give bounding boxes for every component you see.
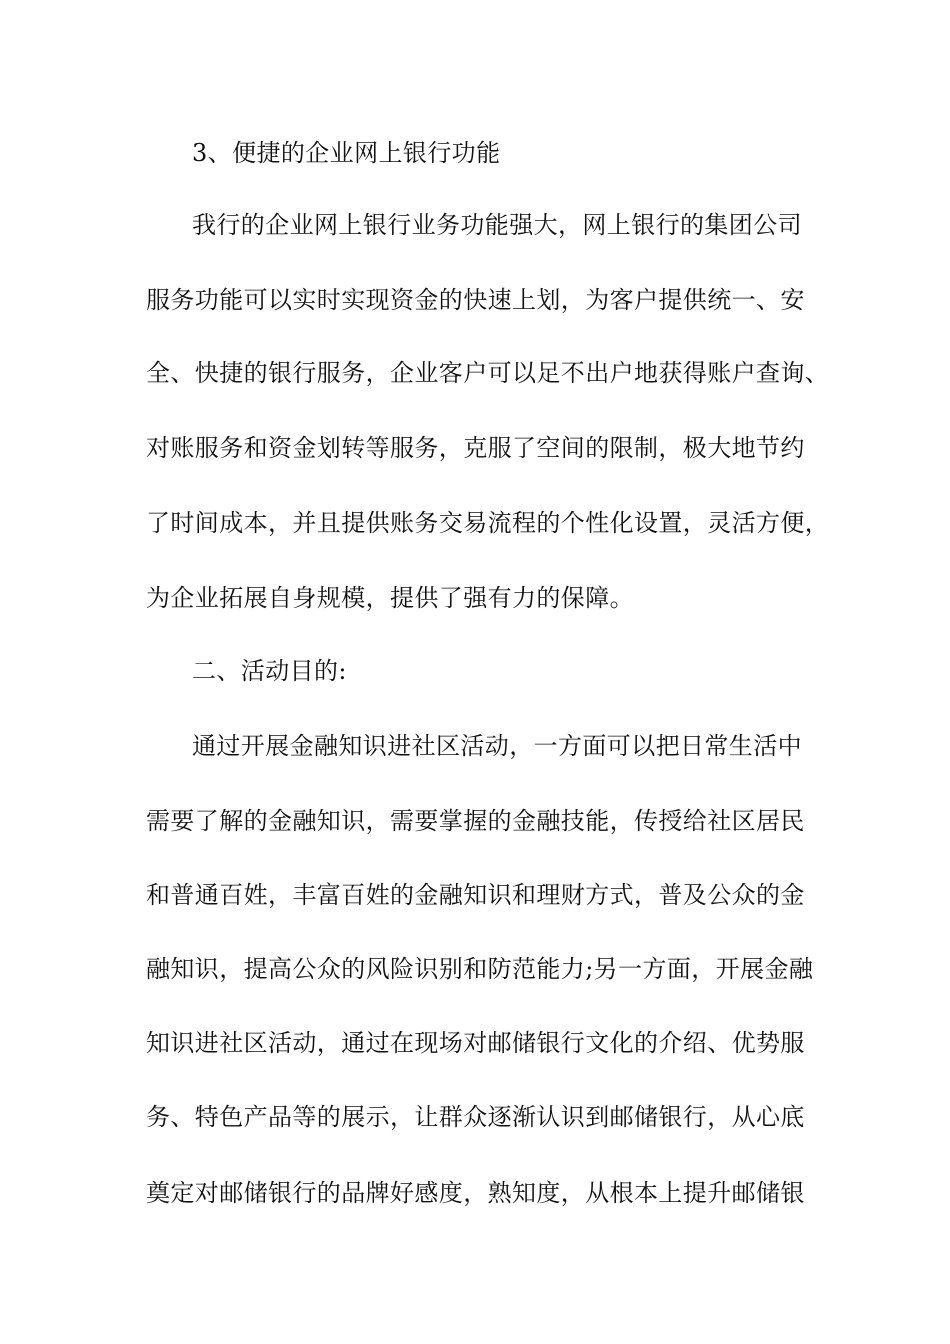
paragraph-line: 全、快捷的银行服务，企业客户可以足不出户地获得账户查询、 (146, 359, 830, 387)
paragraph-line: 融知识，提高公众的风险识别和防范能力;另一方面，开展金融 (146, 955, 814, 983)
section-heading-activity-purpose: 二、活动目的: (192, 657, 347, 685)
paragraph-line: 对账服务和资金划转等服务，克服了空间的限制，极大地节约 (146, 434, 805, 462)
paragraph-line: 通过开展金融知识进社区活动，一方面可以把日常生活中 (192, 732, 802, 760)
paragraph-line: 奠定对邮储银行的品牌好感度，熟知度，从根本上提升邮储银 (146, 1179, 805, 1207)
paragraph-line: 了时间成本，并且提供账务交易流程的个性化设置，灵活方便， (146, 509, 830, 537)
paragraph-line: 需要了解的金融知识，需要掌握的金融技能，传授给社区居民 (146, 807, 805, 835)
section-heading-online-banking: 3、便捷的企业网上银行功能 (192, 139, 501, 167)
paragraph-line: 知识进社区活动，通过在现场对邮储银行文化的介绍、优势服 (146, 1029, 805, 1057)
paragraph-line: 和普通百姓，丰富百姓的金融知识和理财方式，普及公众的金 (146, 881, 805, 909)
paragraph-line: 服务功能可以实时实现资金的快速上划，为客户提供统一、安 (146, 286, 805, 314)
paragraph-line: 我行的企业网上银行业务功能强大，网上银行的集团公司 (192, 211, 802, 239)
paragraph-line: 务、特色产品等的展示，让群众逐渐认识到邮储银行，从心底 (146, 1103, 805, 1131)
paragraph-line: 为企业拓展自身规模，提供了强有力的保障。 (146, 584, 634, 612)
